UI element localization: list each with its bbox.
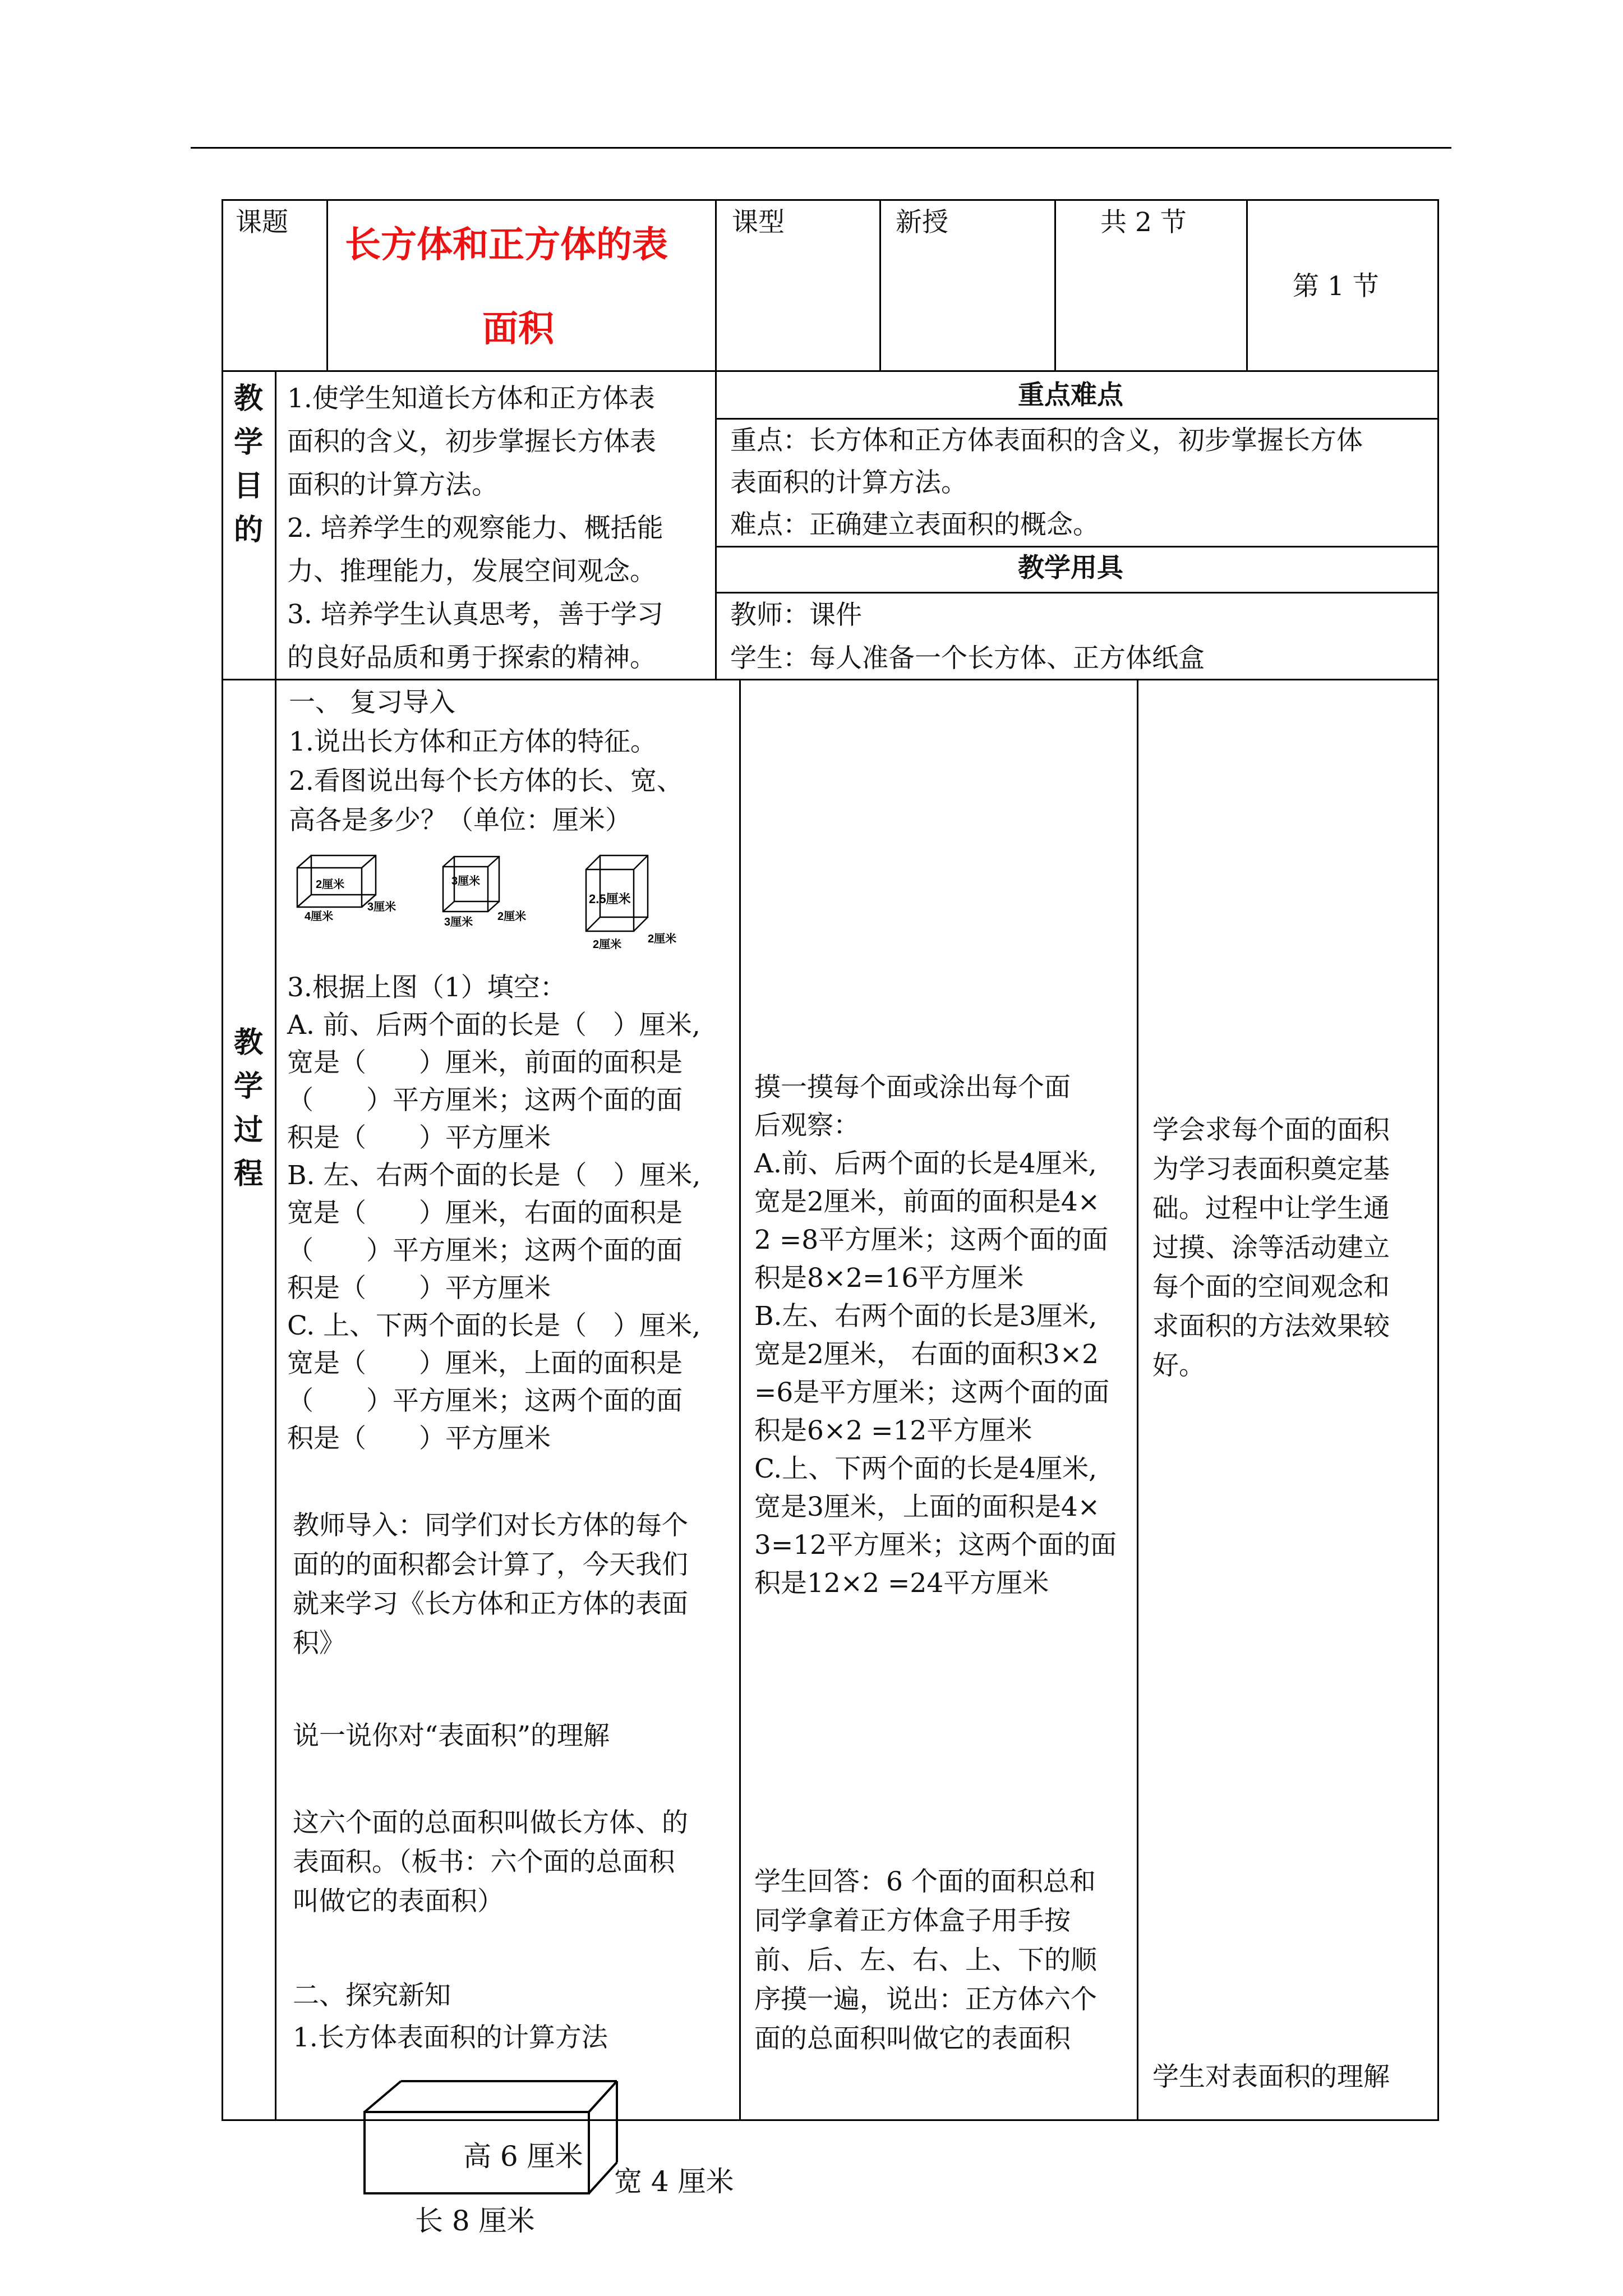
lesson-title-line2: 面积 <box>482 308 554 350</box>
objective-line: 面积的计算方法。 <box>287 470 498 500</box>
tool-line: 教师：课件 <box>730 600 862 631</box>
table-col-divider <box>326 199 328 372</box>
activity-line: 后观察： <box>754 1110 860 1141</box>
activity-line: 2 =8平方厘米；这两个面的面 <box>754 1225 1109 1255</box>
activity-line: C.上、下两个面的长是4厘米, <box>754 1453 1098 1484</box>
fill-in-exercise <box>287 969 700 1457</box>
side-char: 学 <box>233 1069 263 1103</box>
cuboid-length-label: 长 8 厘米 <box>415 2205 535 2237</box>
intent-line: 每个面的空间观念和 <box>1152 1272 1390 1303</box>
exercise-line: C. 上、下两个面的长是（ ）厘米, <box>287 1310 701 1341</box>
table-row-divider <box>715 546 1439 547</box>
box-figure-3-front: 2.5厘米 <box>589 892 631 906</box>
table-row-divider <box>222 370 1439 372</box>
activity-line: 宽是3厘米，上面的面积是4× <box>754 1492 1100 1522</box>
intro-line: 教师导入：同学们对长方体的每个 <box>293 1510 688 1541</box>
side-char: 的 <box>233 513 263 547</box>
box-figure-2-bottom: 3厘米 <box>444 916 473 928</box>
exercise-line: 积是（ ）平方厘米 <box>287 1122 551 1153</box>
design-intent-b: 学生对表面积的理解 <box>1152 2062 1390 2092</box>
tools-heading: 教学用具 <box>1018 553 1123 583</box>
cuboid-width-label: 宽 4 厘米 <box>614 2165 734 2198</box>
activity-line: 同学拿着正方体盒子用手按 <box>754 1906 1071 1936</box>
key-point-line: 难点：正确建立表面积的概念。 <box>730 509 1099 540</box>
surface-area-definition <box>293 1803 688 1921</box>
box-figure-2-front: 3厘米 <box>451 875 481 887</box>
review-box-figures <box>289 844 704 956</box>
box-figure-1-side: 3厘米 <box>367 901 396 913</box>
box-figure-1-bottom: 4厘米 <box>305 910 334 923</box>
tools-text <box>730 593 1205 680</box>
intro-line: 面的的面积都会计算了，今天我们 <box>293 1549 688 1580</box>
review-line: 2.看图说出每个长方体的长、宽、 <box>289 766 683 797</box>
exercise-line: 积是（ ）平方厘米 <box>287 1273 551 1304</box>
design-intent-a <box>1152 1111 1390 1386</box>
key-point-line: 重点：长方体和正方体表面积的含义，初步掌握长方体 <box>730 425 1363 456</box>
total-sessions: 共 2 节 <box>1100 207 1187 238</box>
exercise-line: B. 左、右两个面的长是（ ）厘米, <box>287 1160 701 1191</box>
teacher-intro <box>293 1506 688 1663</box>
intent-line: 过摸、涂等活动建立 <box>1152 1232 1390 1263</box>
objective-line: 2. 培养学生的观察能力、概括能 <box>287 513 663 544</box>
activity-line: 学生回答：6 个面的面积总和 <box>754 1866 1096 1897</box>
definition-line: 这六个面的总面积叫做长方体、的 <box>293 1807 688 1838</box>
say-understanding: 说一说你对“表面积”的理解 <box>293 1720 610 1751</box>
side-char: 过 <box>233 1113 263 1147</box>
intent-line: 为学习表面积奠定基 <box>1152 1154 1390 1185</box>
intent-line: 求面积的方法效果较 <box>1152 1311 1390 1342</box>
exercise-line: 宽是（ ）厘米，右面的面积是 <box>287 1198 683 1228</box>
exercise-line: （ ）平方厘米；这两个面的面 <box>287 1235 683 1266</box>
activity-line: =6是平方厘米；这两个面的面 <box>754 1377 1110 1408</box>
table-col-divider <box>879 199 881 372</box>
exercise-line: （ ）平方厘米；这两个面的面 <box>287 1386 683 1416</box>
explore-line: 1.长方体表面积的计算方法 <box>293 2022 608 2053</box>
objective-line: 的良好品质和勇于探索的精神。 <box>287 642 656 673</box>
key-point-line: 表面积的计算方法。 <box>730 467 967 498</box>
box-figure-1-front: 2厘米 <box>316 878 345 891</box>
table-col-divider <box>1054 199 1056 372</box>
exercise-line: 宽是（ ）厘米，前面的面积是 <box>287 1047 683 1078</box>
activity-line: 面的总面积叫做它的表面积 <box>754 2023 1071 2054</box>
activity-line: 序摸一遍，说出：正方体六个 <box>754 1984 1097 2015</box>
objectives-side-label <box>232 377 265 552</box>
objective-line: 面积的含义，初步掌握长方体表 <box>287 426 656 457</box>
current-session: 第 1 节 <box>1293 271 1379 302</box>
box-figure-3-bottom: 2厘米 <box>593 938 622 951</box>
side-char: 目 <box>233 469 263 503</box>
intro-line: 就来学习《长方体和正方体的表面 <box>293 1589 688 1619</box>
table-col-divider <box>1137 679 1138 2121</box>
activity-line: 宽是2厘米，前面的面积是4× <box>754 1186 1100 1217</box>
review-line: 一、 复习导入 <box>289 687 455 718</box>
review-line: 高各是多少？（单位：厘米） <box>289 805 631 836</box>
tool-line: 学生：每人准备一个长方体、正方体纸盒 <box>730 643 1205 674</box>
table-border-top <box>222 199 1439 201</box>
explore-section <box>293 1975 608 2059</box>
intent-line: 学会求每个面的面积 <box>1152 1115 1390 1145</box>
activity-line: 积是12×2 =24平方厘米 <box>754 1568 1049 1599</box>
objective-line: 力、推理能力，发展空间观念。 <box>287 556 656 587</box>
intent-line: 础。过程中让学生通 <box>1152 1193 1390 1224</box>
explore-line: 二、探究新知 <box>293 1980 451 2011</box>
exercise-line: 宽是（ ）厘米，上面的面积是 <box>287 1348 683 1379</box>
intro-line: 积》 <box>293 1628 345 1659</box>
activity-line: 积是6×2 =12平方厘米 <box>754 1415 1032 1446</box>
table-col-divider <box>1246 199 1248 372</box>
table-col-divider <box>275 370 276 2121</box>
objective-line: 1.使学生知道长方体和正方体表 <box>287 383 655 414</box>
activity-line: B.左、右两个面的长是3厘米, <box>754 1301 1098 1332</box>
header-rule <box>191 147 1451 149</box>
table-col-divider <box>739 679 741 2121</box>
activity-line: 摸一摸每个面或涂出每个面 <box>754 1072 1071 1103</box>
definition-line: 表面积。（板书：六个面的总面积 <box>293 1847 675 1878</box>
cuboid-height-label: 高 6 厘米 <box>463 2140 583 2173</box>
table-border-left <box>222 199 223 2121</box>
lesson-title-line1: 长方体和正方体的表 <box>345 224 668 266</box>
box-figure-2-side: 2厘米 <box>497 910 527 923</box>
exercise-line: A. 前、后两个面的长是（ ）厘米, <box>287 1010 700 1041</box>
activity-line: 前、后、左、右、上、下的顺 <box>754 1945 1097 1976</box>
box-figure-3-side: 2厘米 <box>648 933 677 945</box>
side-char: 教 <box>233 381 263 416</box>
student-activity-a <box>754 1069 1117 1603</box>
objectives-text <box>287 377 663 679</box>
side-char: 程 <box>233 1157 263 1191</box>
side-char: 教 <box>233 1025 263 1060</box>
exercise-line: 3.根据上图（1）填空： <box>287 972 566 1003</box>
type-value: 新授 <box>896 207 948 238</box>
table-border-right <box>1437 199 1439 2121</box>
key-points-text <box>730 420 1363 546</box>
intent-line: 好。 <box>1152 1350 1205 1381</box>
review-intro <box>289 683 683 840</box>
key-points-heading: 重点难点 <box>1018 380 1123 411</box>
side-char: 学 <box>233 425 263 459</box>
objective-line: 3. 培养学生认真思考，善于学习 <box>287 599 663 630</box>
activity-line: A.前、后两个面的长是4厘米, <box>754 1148 1097 1179</box>
exercise-line: 积是（ ）平方厘米 <box>287 1423 551 1454</box>
review-line: 1.说出长方体和正方体的特征。 <box>289 726 657 757</box>
type-label: 课型 <box>732 207 785 238</box>
activity-line: 积是8×2=16平方厘米 <box>754 1263 1024 1294</box>
exercise-line: （ ）平方厘米；这两个面的面 <box>287 1085 683 1116</box>
process-side-label <box>232 1021 265 1196</box>
definition-line: 叫做它的表面积） <box>293 1886 504 1917</box>
table-col-divider <box>715 199 717 680</box>
student-activity-b <box>754 1862 1097 2059</box>
activity-line: 3=12平方厘米；这两个面的面 <box>754 1530 1117 1561</box>
activity-line: 宽是2厘米， 右面的面积3×2 <box>754 1339 1099 1370</box>
course-label: 课题 <box>236 207 288 238</box>
